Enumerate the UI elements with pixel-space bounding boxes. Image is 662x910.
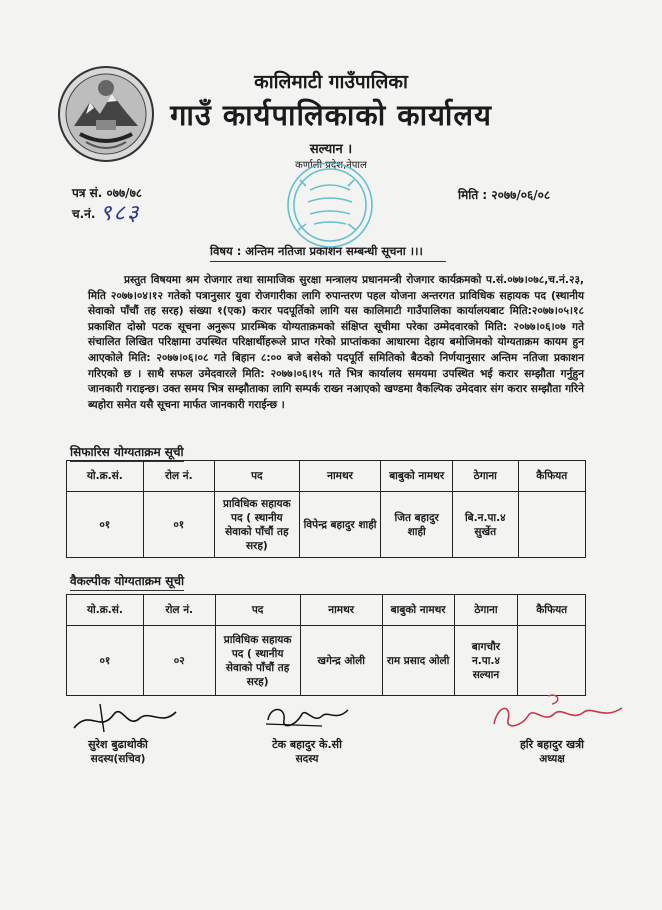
col-address: ठेगाना (454, 595, 518, 626)
col-post: पद (214, 461, 299, 492)
cell-name: विपेन्द्र बहादुर शाही (299, 492, 381, 558)
recommended-table (66, 460, 586, 558)
signatory-name: सुरेश बुढाथोकी (88, 738, 148, 751)
chalani-number-handwritten: ९८३ (100, 201, 141, 226)
cell-name: खगेन्द्र ओली (300, 626, 382, 696)
letter-reference: पत्र सं. ०७७/७८ (72, 186, 143, 200)
table-header-row (67, 595, 586, 626)
signatory-1 (58, 737, 178, 766)
alternate-list-title: वैकल्पीक योग्यताक्रम सूची (70, 572, 184, 591)
alternate-table (66, 594, 586, 696)
municipality-name: कालिमाटी गाउँपालिका (254, 71, 408, 93)
col-post: पद (215, 595, 300, 626)
col-roll: रोल नं. (143, 595, 215, 626)
chalani-label: च.नं. (72, 207, 96, 221)
province-name: कर्णाली प्रदेश,नेपाल (295, 160, 367, 171)
col-serial: यो.क्र.सं. (67, 595, 144, 626)
col-remarks: कैफियत (518, 461, 585, 492)
col-name: नामथर (300, 595, 382, 626)
signature-chairperson (488, 690, 628, 734)
cell-address: बागचौर न.पा.४ सल्यान (454, 626, 518, 696)
signatory-3 (492, 737, 612, 766)
table-row (67, 626, 586, 696)
letter-subject: विषय : अन्तिम नतिजा प्रकाशन सम्बन्धी सूचना ।।। (210, 244, 446, 262)
office-name: गाउँ कार्यपालिकाको कार्यालय (170, 98, 492, 132)
signatory-role: अध्यक्ष (539, 753, 565, 765)
recommended-list-title: सिफारिस योग्यताक्रम सूची (70, 443, 184, 462)
cell-remarks (518, 492, 585, 558)
col-father: बाबुको नामथर (381, 461, 453, 492)
cell-remarks (518, 626, 586, 696)
col-roll: रोल नं. (143, 461, 214, 492)
signature-member-secretary (70, 700, 180, 736)
letter-date: मिति : २०७७/०६/०८ (458, 188, 551, 202)
signatory-role: सदस्य(सचिव) (90, 753, 146, 765)
cell-father: राम प्रसाद ओली (382, 626, 454, 696)
signatory-2 (242, 737, 372, 766)
cell-serial: ०१ (67, 626, 144, 696)
notice-body: प्रस्तुत विषयमा श्रम रोजगार तथा सामाजिक सुरक्षा मन्त्रालय प्रधानमन्त्री रोजगार कार्यक्रमको प.सं.०७७।०७८,च.नं.२३, मिति २०७७।०४।१२ गतेको पत्रानुसार युवा रोजगारीका लागि रुपान्तरण पहल योजना अन्तरगत प्राविधिक सहायक पद (स्थानीय सेवाको पाँचौं तह सरह) संख्या १(एक) करार पदपूर्तिको लागि यस कालिमाटी गाउँपालिका कार्यालयबाट मिति:२०७७।०५।१८ प्रकाशित दोस्रो पटक सूचना अनुरूप प्रारम्भिक योग्यताक्रमको संक्षिप्त सूचीमा परेका उम्मेदवारको मिति: २०७७।०६।०७ गते संचालित लिखित परिक्षामा उपस्थित परिक्षार्थीहरूले प्राप्त गरेको प्राप्तांकका आधारमा देहाय बमोजिमको योग्यताक्रम कायम हुन आएकोले मिति: २०७७।०६।०८ गते बिहान ८:०० बजे बसेको पदपूर्ति समितिको बैठको निर्णयानुसार अन्तिम नतिजा प्रकाशन गरिएको छ । साथै सफल उमेदवारले मिति: २०७७।०६।१५ गते भित्र कार्यालय समयमा उपस्थित भई करार सम्झौता गर्नुहुन जानकारी गराइन्छ। उक्त समय भित्र सम्झौताका लागि सम्पर्क राख्न नआएको खण्डमा वैकल्पिक उमेदवार संग करार सम्झौता गरिने ब्यहोरा समेत यसै सूचना मार्फत जानकारी गराईन्छ । (88, 274, 584, 411)
signature-member (262, 700, 352, 732)
col-remarks: कैफियत (518, 595, 586, 626)
office-place: सल्यान । (309, 142, 353, 157)
col-address: ठेगाना (452, 461, 518, 492)
cell-address: बि.न.पा.४ सुर्खेत (452, 492, 518, 558)
col-father: बाबुको नामथर (382, 595, 454, 626)
table-header-row (67, 461, 586, 492)
col-serial: यो.क्र.सं. (67, 461, 144, 492)
cell-post: प्राविधिक सहायक पद ( स्थानीय सेवाको पाँचौं तह सरह) (214, 492, 299, 558)
table-row (67, 492, 586, 558)
cell-roll: ०१ (143, 492, 214, 558)
signatory-name: हरि बहादुर खत्री (519, 738, 585, 751)
cell-father: जित बहादुर शाही (381, 492, 453, 558)
cell-roll: ०२ (143, 626, 215, 696)
col-name: नामथर (299, 461, 381, 492)
signatory-name: टेक बहादुर के.सी (272, 738, 342, 751)
cell-serial: ०१ (67, 492, 144, 558)
signatory-role: सदस्य (295, 753, 319, 765)
cell-post: प्राविधिक सहायक पद ( स्थानीय सेवाको पाँचौं तह सरह) (215, 626, 300, 696)
